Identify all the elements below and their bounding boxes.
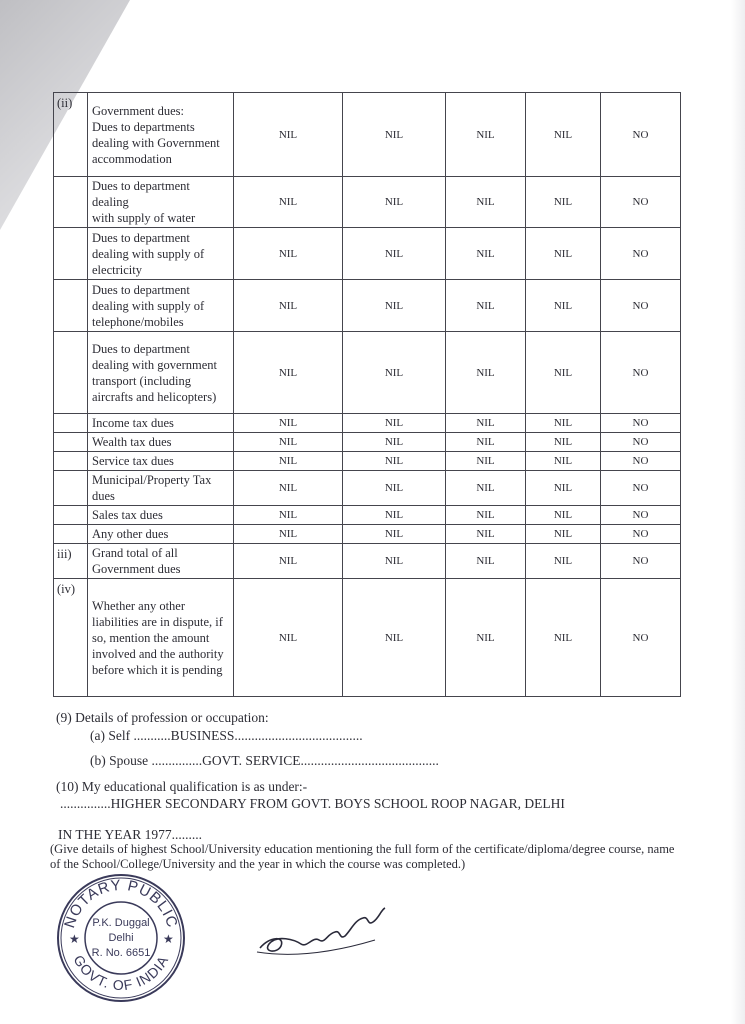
row-number (54, 228, 88, 280)
row-label: Municipal/Property Tax dues (88, 471, 234, 506)
qualification-note: (Give details of highest School/University education mentioning the full form of the certificate/diploma/degree course, name of the School/College/University and the year in which the course was completed.) (50, 842, 675, 871)
row-value-5: NO (601, 332, 681, 414)
row-value-4: NIL (526, 525, 601, 544)
row-value-3: NIL (446, 525, 526, 544)
table-row (54, 544, 681, 579)
occupation-spouse: (b) Spouse ...............GOVT. SERVICE......................................... (90, 753, 439, 768)
row-value-5: NO (601, 506, 681, 525)
row-value-1: NIL (234, 332, 343, 414)
row-value-4: NIL (526, 280, 601, 332)
row-value-3: NIL (446, 414, 526, 433)
row-label: Service tax dues (88, 452, 234, 471)
row-value-3: NIL (446, 228, 526, 280)
row-value-3: NIL (446, 332, 526, 414)
row-value-3: NIL (446, 93, 526, 177)
table-row (54, 506, 681, 525)
table-row (54, 414, 681, 433)
row-value-4: NIL (526, 544, 601, 579)
row-value-1: NIL (234, 433, 343, 452)
row-number (54, 471, 88, 506)
row-value-5: NO (601, 579, 681, 697)
row-value-5: NO (601, 280, 681, 332)
table-row (54, 433, 681, 452)
row-value-5: NO (601, 414, 681, 433)
row-value-2: NIL (343, 228, 446, 280)
row-value-1: NIL (234, 544, 343, 579)
row-number (54, 177, 88, 228)
table-row (54, 525, 681, 544)
row-value-4: NIL (526, 414, 601, 433)
section-9-heading: (9) Details of profession or occupation: (56, 710, 269, 725)
row-value-3: NIL (446, 452, 526, 471)
row-number: iii) (54, 544, 88, 579)
seal-city: Delhi (108, 932, 134, 944)
qualification-text: ...............HIGHER SECONDARY FROM GOVT. BOYS SCHOOL ROOP NAGAR, DELHI (60, 796, 565, 811)
notary-seal (55, 872, 187, 1004)
government-dues-table (53, 92, 681, 697)
row-value-1: NIL (234, 506, 343, 525)
row-label: Wealth tax dues (88, 433, 234, 452)
government-dues-table-body (54, 93, 681, 697)
row-label: Dues to department dealing with supply of water (88, 177, 234, 228)
row-value-3: NIL (446, 280, 526, 332)
row-value-3: NIL (446, 579, 526, 697)
row-value-2: NIL (343, 452, 446, 471)
row-label: Sales tax dues (88, 506, 234, 525)
row-number: (iv) (54, 579, 88, 697)
table-row (54, 228, 681, 280)
row-value-3: NIL (446, 544, 526, 579)
row-number (54, 414, 88, 433)
notary-seal-graphic (55, 872, 187, 1004)
section-10-heading: (10) My educational qualification is as under:- (56, 779, 308, 794)
row-value-2: NIL (343, 332, 446, 414)
row-value-4: NIL (526, 506, 601, 525)
row-number (54, 433, 88, 452)
seal-star-left-icon: ★ (69, 932, 80, 946)
table-row (54, 177, 681, 228)
row-value-2: NIL (343, 433, 446, 452)
row-label: Government dues: Dues to departments dealing with Government accommodation (88, 93, 234, 177)
seal-star-right-icon: ★ (163, 932, 174, 946)
row-number: (ii) (54, 93, 88, 177)
row-value-5: NO (601, 544, 681, 579)
row-value-4: NIL (526, 177, 601, 228)
row-value-2: NIL (343, 544, 446, 579)
row-number (54, 506, 88, 525)
row-value-1: NIL (234, 414, 343, 433)
row-value-2: NIL (343, 506, 446, 525)
row-label: Dues to department dealing with supply of electricity (88, 228, 234, 280)
row-value-1: NIL (234, 280, 343, 332)
row-value-5: NO (601, 525, 681, 544)
row-value-1: NIL (234, 525, 343, 544)
table-row (54, 579, 681, 697)
table-row (54, 280, 681, 332)
row-value-1: NIL (234, 471, 343, 506)
row-value-2: NIL (343, 177, 446, 228)
seal-name: P.K. Duggal (92, 917, 150, 929)
seal-ring-bottom-text: GOVT. OF INDIA (70, 952, 172, 994)
row-value-5: NO (601, 433, 681, 452)
table-row (54, 471, 681, 506)
row-value-3: NIL (446, 506, 526, 525)
qualification-year: IN THE YEAR 1977......... (58, 827, 202, 842)
row-value-4: NIL (526, 332, 601, 414)
occupation-self: (a) Self ...........BUSINESS...................................... (90, 728, 363, 743)
row-value-1: NIL (234, 579, 343, 697)
paper-edge (731, 0, 745, 1024)
row-number (54, 332, 88, 414)
seal-ring-top-text: NOTARY PUBLIC (61, 876, 181, 931)
row-value-1: NIL (234, 177, 343, 228)
row-value-5: NO (601, 452, 681, 471)
table-row (54, 93, 681, 177)
row-value-3: NIL (446, 471, 526, 506)
row-number (54, 452, 88, 471)
row-value-5: NO (601, 228, 681, 280)
row-label: Whether any other liabilities are in dispute, if so, mention the amount involved and the authority before which it is pending (88, 579, 234, 697)
row-value-2: NIL (343, 525, 446, 544)
row-value-1: NIL (234, 93, 343, 177)
row-number (54, 525, 88, 544)
row-value-4: NIL (526, 579, 601, 697)
row-value-2: NIL (343, 579, 446, 697)
row-value-5: NO (601, 177, 681, 228)
table-row (54, 332, 681, 414)
row-value-2: NIL (343, 414, 446, 433)
row-label: Income tax dues (88, 414, 234, 433)
row-label: Dues to department dealing with government transport (including aircrafts and helicopters) (88, 332, 234, 414)
row-value-4: NIL (526, 93, 601, 177)
row-value-2: NIL (343, 471, 446, 506)
row-label: Any other dues (88, 525, 234, 544)
row-number (54, 280, 88, 332)
row-value-1: NIL (234, 452, 343, 471)
table-row (54, 452, 681, 471)
row-value-2: NIL (343, 93, 446, 177)
handwritten-signature (255, 900, 390, 960)
row-value-2: NIL (343, 280, 446, 332)
row-value-5: NO (601, 471, 681, 506)
row-value-4: NIL (526, 433, 601, 452)
row-value-5: NO (601, 93, 681, 177)
row-value-1: NIL (234, 228, 343, 280)
row-value-3: NIL (446, 177, 526, 228)
seal-reg-number: R. No. 6651 (91, 947, 151, 959)
row-value-4: NIL (526, 471, 601, 506)
row-value-4: NIL (526, 452, 601, 471)
row-label: Grand total of all Government dues (88, 544, 234, 579)
row-value-3: NIL (446, 433, 526, 452)
row-label: Dues to department dealing with supply of telephone/mobiles (88, 280, 234, 332)
row-value-4: NIL (526, 228, 601, 280)
